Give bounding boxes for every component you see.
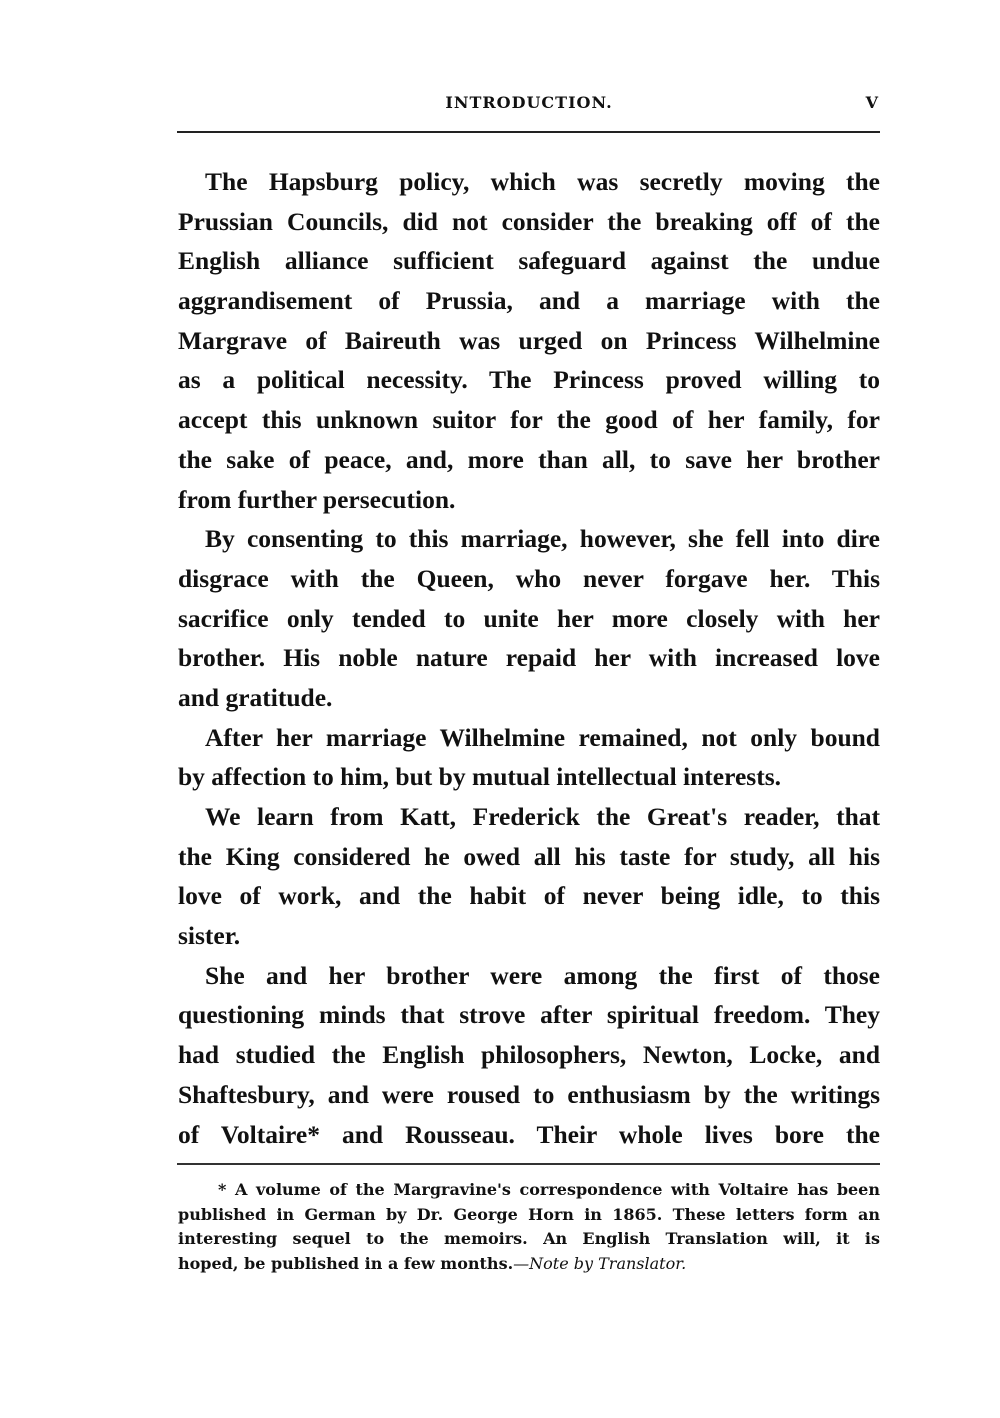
text-line: the King considered he owed all his taste for study, all his bbox=[178, 841, 880, 871]
text-line: sacrifice only tended to unite her more closely with her bbox=[178, 603, 880, 633]
text-line: By consenting to this marriage, however, she fell into dire bbox=[205, 524, 880, 554]
text-line: Prussian Councils, did not consider the breaking off of the bbox=[178, 206, 880, 236]
text-line: aggrandisement of Prussia, and a marriage with the bbox=[178, 286, 880, 316]
text-line: The Hapsburg policy, which was secretly moving the bbox=[205, 167, 880, 196]
footnote-attribution: —Note by Translator. bbox=[513, 1253, 687, 1273]
footnote-last-text: hoped, be published in a few months. bbox=[178, 1253, 514, 1273]
text-line: of Voltaire* and Rousseau. Their whole lives bore the bbox=[178, 1119, 880, 1149]
text-line: and gratitude. bbox=[178, 682, 333, 712]
text-line: love of work, and the habit of never being idle, to this bbox=[178, 881, 880, 911]
text-line: by affection to him, but by mutual intellectual interests. bbox=[178, 762, 782, 792]
paragraph-4 bbox=[178, 797, 880, 956]
footnote-last-line bbox=[178, 1252, 880, 1277]
text-line: accept this unknown suitor for the good of her family, for bbox=[178, 405, 880, 435]
page-number: V bbox=[865, 93, 878, 112]
paragraph-1 bbox=[178, 162, 880, 519]
text-line: Shaftesbury, and were roused to enthusiasm by the writings bbox=[178, 1079, 880, 1109]
footnote-line: published in German by Dr. George Horn in 1865. These letters form an bbox=[178, 1204, 880, 1224]
body-text bbox=[178, 162, 880, 1154]
text-line: disgrace with the Queen, who never forgave her. This bbox=[178, 563, 880, 593]
footnote-rule bbox=[177, 1163, 880, 1165]
paragraph-2 bbox=[178, 519, 880, 717]
text-line: had studied the English philosophers, Newton, Locke, and bbox=[178, 1040, 880, 1070]
text-line: She and her brother were among the first of those bbox=[205, 960, 880, 990]
text-line: After her marriage Wilhelmine remained, not only bound bbox=[205, 722, 880, 752]
text-line: from further persecution. bbox=[178, 484, 456, 514]
running-head bbox=[178, 90, 880, 118]
footnote bbox=[178, 1178, 880, 1276]
text-line: sister. bbox=[178, 921, 241, 951]
text-line: English alliance sufficient safeguard against the undue bbox=[178, 246, 880, 276]
header-rule bbox=[177, 131, 880, 133]
text-line: questioning minds that strove after spiritual freedom. They bbox=[178, 1000, 880, 1030]
text-line: as a political necessity. The Princess proved willing to bbox=[178, 365, 880, 395]
text-line: We learn from Katt, Frederick the Great's reader, that bbox=[205, 802, 880, 831]
running-title: INTRODUCTION. bbox=[445, 93, 613, 112]
text-line: brother. His noble nature repaid her with increased love bbox=[178, 643, 880, 673]
footnote-line: interesting sequel to the memoirs. An English Translation will, it is bbox=[178, 1229, 880, 1248]
text-line: the sake of peace, and, more than all, to save her brother bbox=[178, 444, 880, 474]
paragraph-5 bbox=[178, 956, 880, 1154]
text-line: Margrave of Baireuth was urged on Princess Wilhelmine bbox=[178, 325, 880, 355]
paragraph-3 bbox=[178, 718, 880, 797]
footnote-line: * A volume of the Margravine's correspondence with Voltaire has been bbox=[218, 1180, 880, 1199]
